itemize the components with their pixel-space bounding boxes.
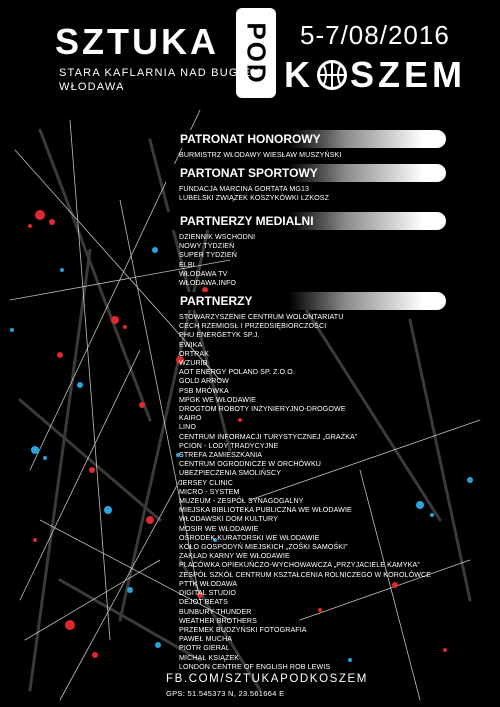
list-item: DROGTOM ROBOTY INŻYNIERYJNO-DROGOWE	[179, 405, 346, 414]
list-item: ZESPÓŁ SZKÓŁ CENTRUM KSZTAŁCENIA ROLNICZEGO W KOROLÓWCE	[179, 570, 432, 579]
section-header	[166, 211, 446, 231]
section-items	[179, 151, 446, 160]
list-item: LUBELSKI ZWIĄZEK KOSZYKÓWKI LZKOSZ	[179, 194, 330, 203]
list-item: KOŁO GOSPODYŃ MIEJSKICH „ZOŚKI SAMOŚKI”	[179, 543, 348, 552]
title-koszem-k: K	[284, 54, 314, 95]
section-items	[179, 185, 446, 203]
list-item: FUNDACJA MARCINA GORTATA MG13	[179, 185, 310, 193]
list-item: PHU ENERGETYK SP.J.	[179, 331, 260, 340]
list-item: WŁODAWSKI DOM KULTURY	[179, 515, 278, 524]
venue-city: WŁODAWA	[59, 81, 125, 93]
section-partonat-sportowy	[166, 163, 446, 203]
section-title: PARTNERZY	[180, 294, 253, 308]
section-title: PARTONAT SPORTOWY	[180, 166, 318, 180]
list-item: SUPER TYDZIEŃ	[179, 251, 237, 260]
title-koszem-rest: SZEM	[350, 54, 467, 95]
list-item: MUZEUM - ZESPÓŁ SYNAGOGALNY	[179, 497, 304, 506]
venue-name: STARA KAFLARNIA NAD BUGIEM	[59, 67, 262, 79]
gps-coordinates: GPS: 51.545373 N, 23.561664 E	[166, 689, 285, 698]
section-title: PATRONAT HONOROWY	[180, 132, 321, 146]
list-item: WEATHER BROTHERS	[179, 616, 257, 625]
list-item: MOSIR WE WŁODAWIE	[179, 524, 259, 533]
title-sztuka: SZTUKA	[55, 21, 219, 62]
section-header	[166, 129, 446, 149]
section-items	[179, 233, 446, 288]
list-item: OŚRODEK KURATORSKI WE WŁODAWIE	[179, 533, 320, 542]
list-item: MPGK WE WŁODAWIE	[179, 395, 257, 404]
list-item: STOWARZYSZENIE CENTRUM WOLONTARIATU	[179, 313, 344, 321]
list-item: DZIENNIK WSCHODNI	[179, 233, 256, 241]
list-item: PTTK WŁODAWA	[179, 579, 238, 588]
list-item: PAWEŁ MUCHA	[179, 635, 233, 644]
section-title: PARTNERZY MEDIALNI	[180, 214, 314, 228]
list-item: CENTRUM INFORMACJI TURYSTYCZNEJ „GRAŻKA”	[179, 432, 358, 441]
title-pod: POD	[241, 21, 272, 85]
list-item: UBEZPIECZENIA SMOLIŃSCY	[179, 469, 282, 478]
list-item: WŁODAWA TV	[179, 269, 228, 278]
section-patronat-honorowy	[166, 129, 446, 160]
list-item: JERSEY CLINIC	[179, 478, 233, 487]
list-item: WZURIB	[179, 359, 208, 368]
section-header	[166, 291, 446, 311]
list-item: ELBI	[179, 260, 195, 269]
list-item: ZAKŁAD KARNY WE WŁODAWIE	[179, 552, 290, 561]
basketball-icon	[316, 59, 348, 91]
list-item: LINO	[179, 423, 196, 432]
venue	[59, 66, 262, 94]
section-partnerzy-medialni	[166, 211, 446, 288]
facebook-link[interactable]: FB.COM/SZTUKAPODKOSZEM	[166, 673, 368, 685]
list-item: WŁODAWA.INFO	[179, 279, 237, 288]
list-item: BUNBURY THUNDER	[179, 607, 252, 616]
list-item: DEJOT BEATS	[179, 598, 228, 607]
title-koszem	[284, 54, 466, 96]
list-item: LONDON CENTRE OF ENGLISH ROB LEWIS	[179, 662, 331, 671]
section-partnerzy	[166, 291, 446, 672]
list-item: MICRO - SYSTEM	[179, 487, 240, 496]
section-header	[166, 163, 446, 183]
list-item: STREFA ZAMIESZKANIA	[179, 451, 263, 460]
section-items	[179, 313, 446, 672]
event-date: 5-7/08/2016	[300, 20, 450, 50]
list-item: DIGITAL STUDIO	[179, 589, 236, 598]
list-item: ORTRAK	[179, 349, 210, 358]
list-item: GOLD ARROW	[179, 377, 229, 386]
list-item: MIEJSKA BIBLIOTEKA PUBLICZNA WE WŁODAWIE	[179, 506, 352, 515]
list-item: EWIKA	[179, 340, 203, 349]
list-item: NOWY TYDZIEŃ	[179, 242, 235, 251]
list-item: BURMISTRZ WŁODAWY WIESŁAW MUSZYŃSKI	[179, 151, 342, 159]
list-item: AOT ENERGY POLAND SP. Z.O.O.	[179, 368, 295, 377]
list-item: PIOTR GIERAL	[179, 644, 230, 653]
list-item: KAIRO	[179, 414, 202, 423]
list-item: PLACÓWKA OPIEKUŃCZO-WYCHOWAWCZA „PRZYJACIELE KAMYKA”	[179, 561, 420, 570]
list-item: PRZEMEK BUDZYŃSKI FOTOGRAFIA	[179, 625, 307, 634]
list-item: CECH RZEMIOSŁ I PRZEDSIĘBIORCZOŚCI	[179, 322, 327, 331]
list-item: PSB MRÓWKA	[179, 386, 229, 395]
list-item: MICHAŁ KSIĄŻEK	[179, 653, 240, 662]
list-item: CENTRUM OGRODNICZE W ORCHÓWKU	[179, 460, 322, 469]
list-item: PCION - LODY TRADYCYJNE	[179, 441, 279, 450]
